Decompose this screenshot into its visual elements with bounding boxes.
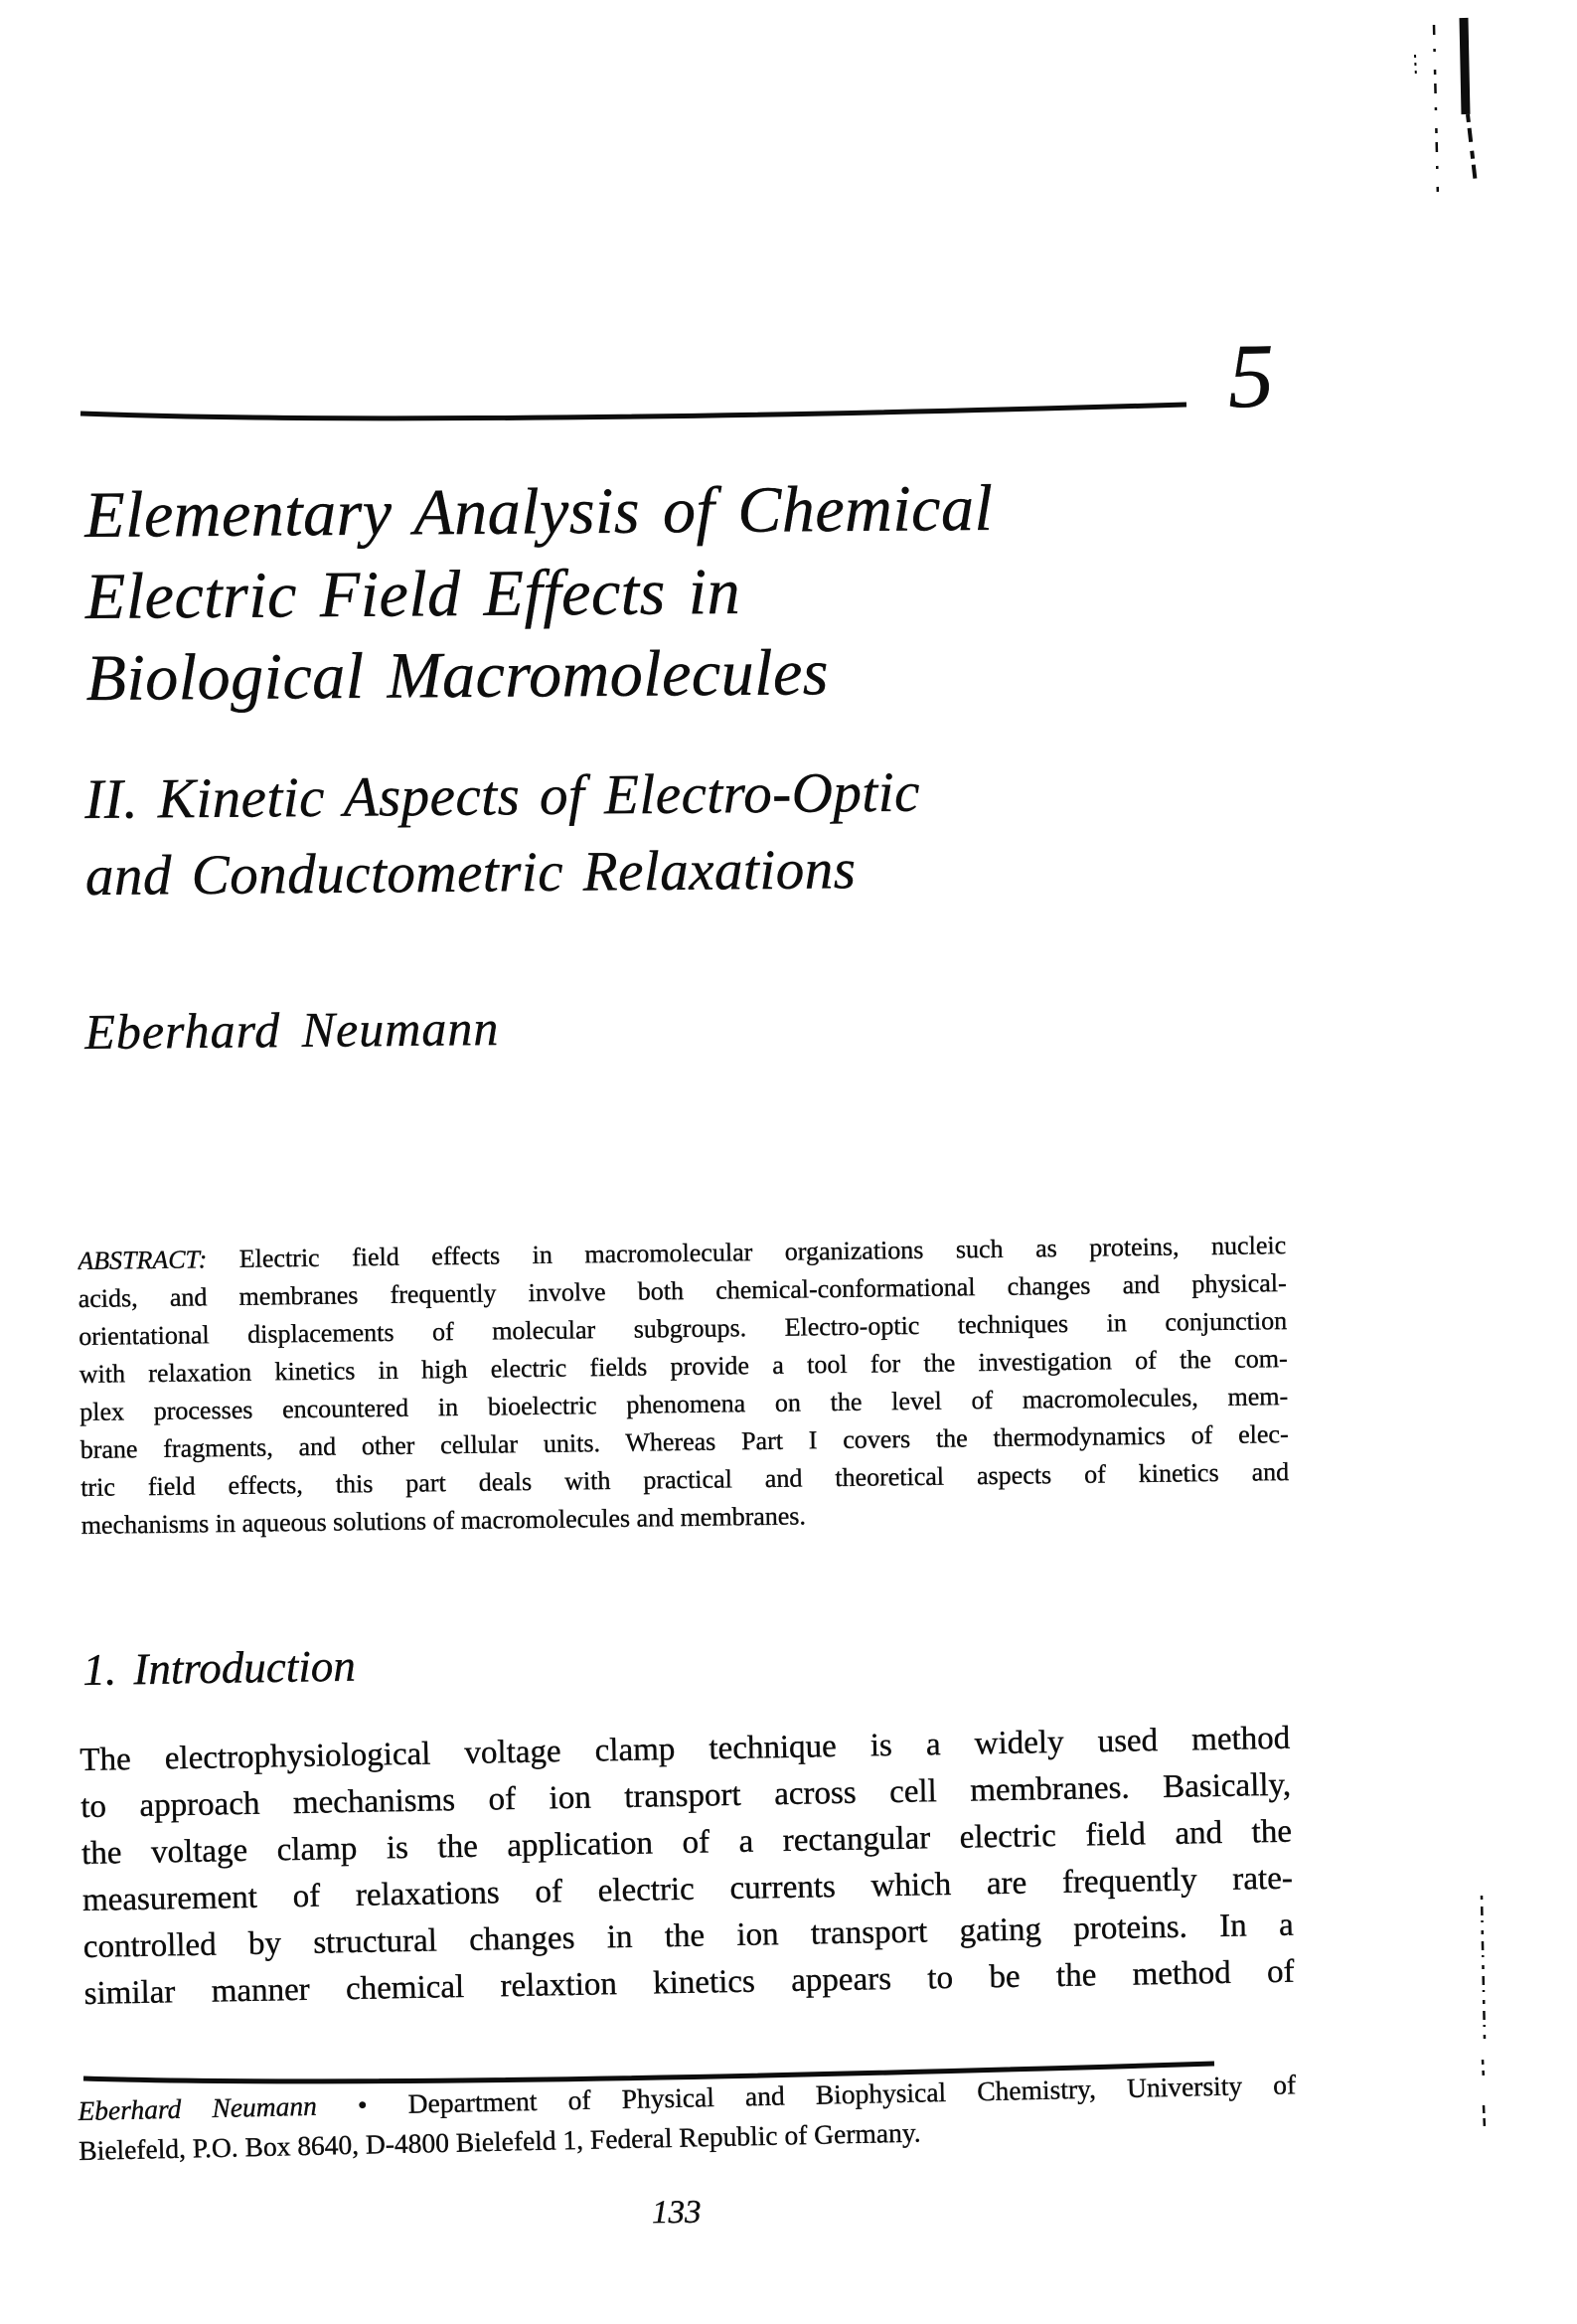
abstract-line: tric field effects, this part deals with practical and theoretical aspects of kinetics and xyxy=(80,1457,1290,1502)
page-number: 133 xyxy=(651,2194,702,2232)
body-line: controlled by structural changes in the ion transport gating proteins. In a xyxy=(82,1907,1294,1965)
chapter-title-line: Electric Field Effects in xyxy=(84,555,741,633)
footnote-affiliation: Department of Physical and Biophysical Chemistry, University of xyxy=(407,2069,1297,2119)
footnote-author: Eberhard Neumann xyxy=(78,2089,318,2126)
body-line: similar manner chemical relaxtion kinetics appears to be the method of xyxy=(83,1953,1295,2012)
chapter-number: 5 xyxy=(1227,324,1275,427)
body-line: The electrophysiological voltage clamp technique is a widely used method xyxy=(79,1720,1291,1778)
body-line: the voltage clamp is the application of a rectangular electric field and the xyxy=(80,1813,1293,1872)
chapter-title-line: Biological Macromolecules xyxy=(85,636,830,715)
chapter-title-line: Elementary Analysis of Chemical xyxy=(84,471,994,552)
abstract-label: ABSTRACT: xyxy=(78,1245,208,1275)
footnote xyxy=(78,2065,1297,2171)
scan-artifact-top-right-icon xyxy=(1415,18,1476,199)
body-paragraph xyxy=(79,1716,1295,2018)
abstract-line: acids, and membranes frequently involve both chemical-conformational changes and physical- xyxy=(78,1268,1287,1313)
chapter-subtitle-line: II. Kinetic Aspects of Electro-Optic xyxy=(84,760,921,831)
abstract-line: mechanisms in aqueous solutions of macromolecules and membranes. xyxy=(80,1501,807,1540)
abstract-paragraph xyxy=(78,1227,1290,1545)
abstract-line: brane fragments, and other cellular units. Whereas Part I covers the thermodynamics of elec- xyxy=(79,1419,1289,1464)
body-line: measurement of relaxations of electric currents which are frequently rate- xyxy=(81,1860,1294,1918)
abstract-line: orientational displacements of molecular subgroups. Electro-optic techniques in conjunction xyxy=(79,1306,1288,1351)
section-heading-introduction: 1. Introduction xyxy=(82,1640,357,1695)
abstract-line-text: Electric field effects in macromolecular organizations such as proteins, nucleic xyxy=(238,1231,1287,1273)
chapter-title xyxy=(84,468,995,720)
chapter-subtitle-line: and Conductometric Relaxations xyxy=(84,838,857,908)
author-name: Eberhard Neumann xyxy=(84,999,500,1060)
abstract-line: plex processes encountered in bioelectric phenomena on the level of macromolecules, mem- xyxy=(79,1382,1289,1426)
abstract-line: with relaxation kinetics in high electric fields provide a tool for the investigation of the com- xyxy=(79,1344,1288,1389)
scan-artifact-right-edge-icon xyxy=(1482,1896,1485,2129)
chapter-rule xyxy=(80,405,1186,418)
footnote-line: Bielefeld, P.O. Box 8640, D-4800 Bielefeld 1, Federal Republic of Germany. xyxy=(78,2116,921,2166)
chapter-subtitle xyxy=(84,754,921,914)
bullet-icon: • xyxy=(357,2088,368,2120)
body-line: to approach mechanisms of ion transport across cell membranes. Basically, xyxy=(79,1766,1292,1825)
